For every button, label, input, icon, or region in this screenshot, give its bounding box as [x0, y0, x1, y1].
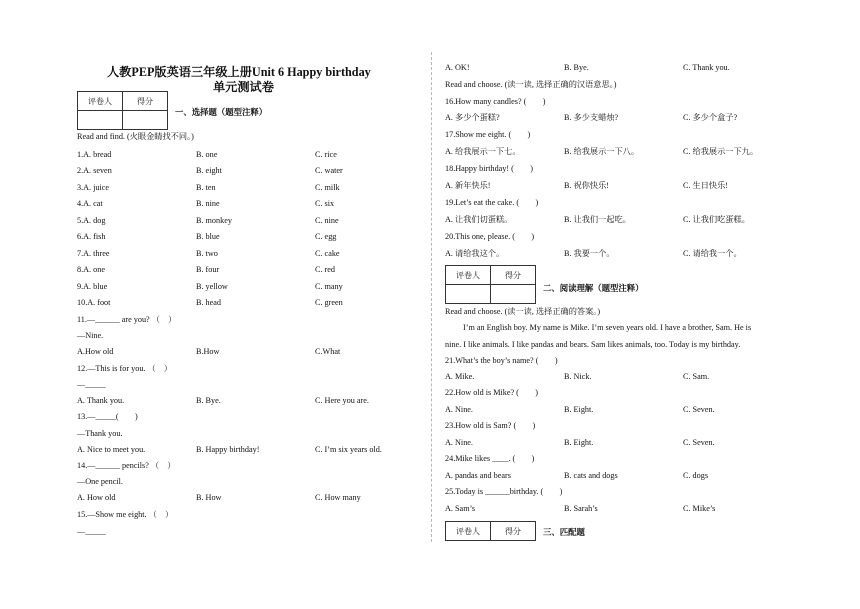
list-item: C. egg	[315, 232, 337, 241]
question-23-option-a: A. Nine.	[445, 438, 473, 447]
rc-instruction: Read and choose. (读一读, 选择正确的汉语意思。)	[445, 80, 617, 89]
list-item: B. head	[196, 298, 222, 307]
question-14-option-b: B. How	[196, 493, 222, 502]
question-12: 12.—This is for you. （ ）	[77, 364, 173, 373]
list-item: C. red	[315, 265, 336, 274]
list-item: B. blue	[196, 232, 220, 241]
list-item: B. nine	[196, 199, 220, 208]
question-16-option-a: A. 多少个蛋糕?	[445, 113, 500, 122]
question-11-option-b: B.How	[196, 347, 220, 356]
question-13-option-c: C. I’m six years old.	[315, 445, 382, 454]
list-item: B. eight	[196, 166, 222, 175]
list-item: C. cake	[315, 249, 340, 258]
question-24: 24.Mike likes ____. ( )	[445, 454, 535, 463]
question-13-option-a: A. Nice to meet you.	[77, 445, 146, 454]
question-22: 22.How old is Mike? ( )	[445, 388, 539, 397]
question-22-option-c: C. Seven.	[683, 405, 715, 414]
passage-line-1: I’m an English boy. My name is Mike. I’m seven years old. I have a brother, Sam. He is	[463, 323, 752, 332]
question-12-option-c: C. Here you are.	[315, 396, 369, 405]
list-item: B. one	[196, 150, 218, 159]
score-cell	[123, 111, 168, 130]
passage-line-2: nine. I like animals. I like pandas and bears. Sam likes animals, too. Today is my birthday.	[445, 340, 741, 349]
list-item: B. two	[196, 249, 218, 258]
list-item: 1.A. bread	[77, 150, 112, 159]
grader-cell	[446, 285, 491, 304]
score-table-3	[445, 521, 536, 541]
list-item: C. nine	[315, 216, 339, 225]
question-12-reply: —_____	[77, 380, 106, 389]
question-23-option-b: B. Eight.	[564, 438, 594, 447]
question-15-option-b: B. Bye.	[564, 63, 589, 72]
question-11-reply: —Nine.	[77, 331, 104, 340]
score-cell	[491, 285, 536, 304]
question-16: 16.How many candles? ( )	[445, 97, 546, 106]
question-14-reply: —One pencil.	[77, 477, 123, 486]
question-21-option-a: A. Mike.	[445, 372, 475, 381]
question-25: 25.Today is ______birthday. ( )	[445, 487, 563, 496]
column-divider	[431, 52, 432, 542]
question-23-option-c: C. Seven.	[683, 438, 715, 447]
section-2-heading: 二、阅读理解（题型注释）	[543, 284, 644, 293]
question-20: 20.This one, please. ( )	[445, 232, 535, 241]
question-19: 19.Let’s eat the cake. ( )	[445, 198, 539, 207]
question-16-option-b: B. 多少支蜡烛?	[564, 113, 619, 122]
list-item: 9.A. blue	[77, 282, 108, 291]
list-item: 6.A. fish	[77, 232, 106, 241]
list-item: C. water	[315, 166, 343, 175]
question-21: 21.What’s the boy’s name? ( )	[445, 356, 558, 365]
question-15-option-c: C. Thank you.	[683, 63, 730, 72]
s1-instruction: Read and find. (火眼金睛找不同。)	[77, 132, 194, 141]
score-header: 得分	[491, 266, 536, 285]
question-12-option-a: A. Thank you.	[77, 396, 125, 405]
score-header: 得分	[123, 92, 168, 111]
list-item: B. monkey	[196, 216, 232, 225]
question-21-option-c: C. Sam.	[683, 372, 710, 381]
list-item: 10.A. foot	[77, 298, 111, 307]
question-18-option-c: C. 生日快乐!	[683, 181, 729, 190]
question-11-option-c: C.What	[315, 347, 341, 356]
list-item: C. green	[315, 298, 343, 307]
question-16-option-c: C. 多少个盒子?	[683, 113, 738, 122]
list-item: 3.A. juice	[77, 183, 110, 192]
question-12-option-b: B. Bye.	[196, 396, 221, 405]
question-19-option-a: A. 让我们切蛋糕。	[445, 215, 513, 224]
question-20-option-c: C. 请给我一个。	[683, 249, 742, 258]
s2-instruction: Read and choose. (读一读, 选择正确的答案。)	[445, 307, 601, 316]
grader-header: 评卷人	[446, 266, 491, 285]
list-item: 4.A. cat	[77, 199, 103, 208]
list-item: C. rice	[315, 150, 337, 159]
list-item: 2.A. seven	[77, 166, 112, 175]
question-14: 14.—______ pencils? （ ）	[77, 461, 176, 470]
question-22-option-b: B. Eight.	[564, 405, 594, 414]
question-14-option-a: A. How old	[77, 493, 116, 502]
question-17-option-b: B. 给我展示一下八。	[564, 147, 640, 156]
list-item: 7.A. three	[77, 249, 110, 258]
list-item: B. four	[196, 265, 220, 274]
question-17-option-c: C. 给我展示一下九。	[683, 147, 759, 156]
question-22-option-a: A. Nine.	[445, 405, 473, 414]
question-23: 23.How old is Sam? ( )	[445, 421, 536, 430]
title-line-2: 单元测试卷	[213, 80, 274, 94]
question-19-option-b: B. 让我们一起吃。	[564, 215, 631, 224]
list-item: B. yellow	[196, 282, 228, 291]
question-11-option-a: A.How old	[77, 347, 114, 356]
list-item: C. milk	[315, 183, 340, 192]
question-11: 11.—______ are you? （ ）	[77, 315, 177, 324]
question-15: 15.—Show me eight. （ ）	[77, 510, 174, 519]
list-item: 8.A. one	[77, 265, 105, 274]
list-item: 5.A. dog	[77, 216, 106, 225]
score-header: 得分	[491, 522, 536, 541]
question-14-option-c: C. How many	[315, 493, 361, 502]
question-13: 13.—_____( )	[77, 412, 138, 421]
question-25-option-c: C. Mike’s	[683, 504, 716, 513]
title-line-1: 人教PEP版英语三年级上册Unit 6 Happy birthday	[107, 65, 371, 79]
question-18-option-b: B. 祝你快乐!	[564, 181, 610, 190]
grader-cell	[78, 111, 123, 130]
question-19-option-c: C. 让我们吃蛋糕。	[683, 215, 750, 224]
list-item: B. ten	[196, 183, 216, 192]
question-21-option-b: B. Nick.	[564, 372, 592, 381]
question-15-reply: —_____	[77, 527, 106, 536]
question-18-option-a: A. 新年快乐!	[445, 181, 491, 190]
question-25-option-b: B. Sarah’s	[564, 504, 598, 513]
question-24-option-b: B. cats and dogs	[564, 471, 618, 480]
section-3-heading: 三、匹配题	[543, 528, 585, 537]
question-18: 18.Happy birthday! ( )	[445, 164, 533, 173]
score-table-1	[77, 91, 168, 130]
list-item: C. many	[315, 282, 343, 291]
section-1-heading: 一、选择题（题型注释）	[175, 108, 268, 117]
question-25-option-a: A. Sam’s	[445, 504, 476, 513]
question-24-option-c: C. dogs	[683, 471, 709, 480]
question-24-option-a: A. pandas and bears	[445, 471, 511, 480]
question-17-option-a: A. 给我展示一下七。	[445, 147, 521, 156]
list-item: C. six	[315, 199, 335, 208]
question-15-option-a: A. OK!	[445, 63, 470, 72]
question-13-reply: —Thank you.	[77, 429, 123, 438]
question-20-option-b: B. 我要一个。	[564, 249, 615, 258]
grader-header: 评卷人	[446, 522, 491, 541]
question-17: 17.Show me eight. ( )	[445, 130, 531, 139]
question-20-option-a: A. 请给我这个。	[445, 249, 505, 258]
score-table-2	[445, 265, 536, 304]
question-13-option-b: B. Happy birthday!	[196, 445, 260, 454]
grader-header: 评卷人	[78, 92, 123, 111]
